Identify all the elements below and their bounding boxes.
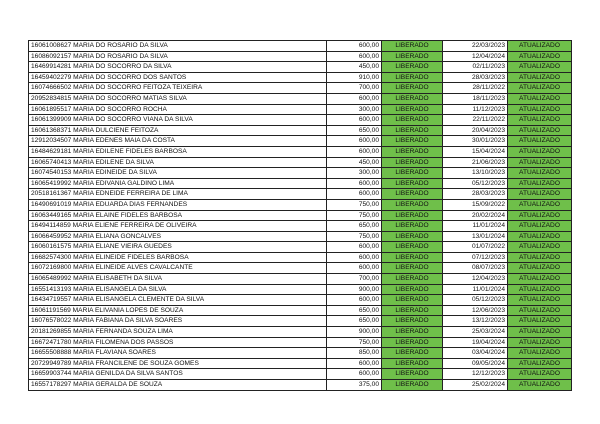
name-cell: 16061191569 MARIA ELIVANIA LOPES DE SOUZA xyxy=(29,305,327,316)
date-cell: 18/11/2023 xyxy=(443,93,508,104)
date-cell: 30/01/2023 xyxy=(443,136,508,147)
value-cell: 750,00 xyxy=(327,231,382,242)
status-cell: LIBERADO xyxy=(382,115,443,126)
value-cell: 600,00 xyxy=(327,358,382,369)
name-cell: 16490691019 MARIA EDUARDA DIAS FERNANDES xyxy=(29,199,327,210)
value-cell: 750,00 xyxy=(327,337,382,348)
table-row xyxy=(29,210,572,221)
status-cell: LIBERADO xyxy=(382,221,443,232)
status-cell: LIBERADO xyxy=(382,199,443,210)
table-row xyxy=(29,337,572,348)
date-cell: 19/04/2024 xyxy=(443,337,508,348)
date-cell: 05/12/2023 xyxy=(443,295,508,306)
status-cell: LIBERADO xyxy=(382,316,443,327)
table-row xyxy=(29,221,572,232)
update-cell: ATUALIZADO xyxy=(508,348,572,359)
update-cell: ATUALIZADO xyxy=(508,146,572,157)
table-row xyxy=(29,252,572,263)
table-row xyxy=(29,136,572,147)
update-cell: ATUALIZADO xyxy=(508,178,572,189)
table-row xyxy=(29,199,572,210)
date-cell: 08/07/2023 xyxy=(443,263,508,274)
value-cell: 375,00 xyxy=(327,380,382,391)
date-cell: 09/05/2024 xyxy=(443,358,508,369)
date-cell: 20/02/2024 xyxy=(443,210,508,221)
name-cell: 16074666502 MARIA DO SOCORRO FEITOZA TEIXEIRA xyxy=(29,83,327,94)
value-cell: 600,00 xyxy=(327,93,382,104)
value-cell: 600,00 xyxy=(327,136,382,147)
date-cell: 07/12/2023 xyxy=(443,252,508,263)
name-cell: 16469914281 MARIA DO SOCORRO DA SILVA xyxy=(29,62,327,73)
value-cell: 600,00 xyxy=(327,41,382,52)
value-cell: 650,00 xyxy=(327,305,382,316)
update-cell: ATUALIZADO xyxy=(508,157,572,168)
records-table xyxy=(28,40,572,391)
table-row xyxy=(29,72,572,83)
table-row xyxy=(29,274,572,285)
status-cell: LIBERADO xyxy=(382,369,443,380)
update-cell: ATUALIZADO xyxy=(508,358,572,369)
date-cell: 11/01/2024 xyxy=(443,221,508,232)
name-cell: 16061399909 MARIA DO SOCORRO VIANA DA SILVA xyxy=(29,115,327,126)
value-cell: 600,00 xyxy=(327,115,382,126)
table-row xyxy=(29,348,572,359)
name-cell: 16682574300 MARIA ELINEIDE FIDELES BARBOSA xyxy=(29,252,327,263)
status-cell: LIBERADO xyxy=(382,231,443,242)
status-cell: LIBERADO xyxy=(382,72,443,83)
table-row xyxy=(29,125,572,136)
update-cell: ATUALIZADO xyxy=(508,199,572,210)
update-cell: ATUALIZADO xyxy=(508,115,572,126)
status-cell: LIBERADO xyxy=(382,83,443,94)
value-cell: 600,00 xyxy=(327,369,382,380)
value-cell: 600,00 xyxy=(327,51,382,62)
update-cell: ATUALIZADO xyxy=(508,242,572,253)
name-cell: 16551413193 MARIA ELISANGELA DA SILVA xyxy=(29,284,327,295)
name-cell: 16484629181 MARIA EDILENE FIDELES BARBOSA xyxy=(29,146,327,157)
update-cell: ATUALIZADO xyxy=(508,93,572,104)
update-cell: ATUALIZADO xyxy=(508,305,572,316)
value-cell: 650,00 xyxy=(327,316,382,327)
value-cell: 850,00 xyxy=(327,348,382,359)
update-cell: ATUALIZADO xyxy=(508,125,572,136)
update-cell: ATUALIZADO xyxy=(508,252,572,263)
status-cell: LIBERADO xyxy=(382,62,443,73)
name-cell: 16459402279 MARIA DO SOCORRO DOS SANTOS xyxy=(29,72,327,83)
date-cell: 28/03/2023 xyxy=(443,72,508,83)
status-cell: LIBERADO xyxy=(382,252,443,263)
update-cell: ATUALIZADO xyxy=(508,327,572,338)
date-cell: 22/03/2023 xyxy=(443,41,508,52)
date-cell: 03/04/2024 xyxy=(443,348,508,359)
name-cell: 20181269855 MARIA FERNANDA SOUZA LIMA xyxy=(29,327,327,338)
name-cell: 16065419992 MARIA EDIVANIA GALDINO LIMA xyxy=(29,178,327,189)
value-cell: 600,00 xyxy=(327,146,382,157)
status-cell: LIBERADO xyxy=(382,41,443,52)
date-cell: 13/10/2023 xyxy=(443,168,508,179)
update-cell: ATUALIZADO xyxy=(508,231,572,242)
status-cell: LIBERADO xyxy=(382,358,443,369)
status-cell: LIBERADO xyxy=(382,380,443,391)
name-cell: 16557178297 MARIA GERALDA DE SOUZA xyxy=(29,380,327,391)
date-cell: 13/01/2024 xyxy=(443,231,508,242)
name-cell: 16066459952 MARIA ELIANA GONCALVES xyxy=(29,231,327,242)
name-cell: 16061008627 MARIA DO ROSARIO DA SILVA xyxy=(29,41,327,52)
table-row xyxy=(29,93,572,104)
table-row xyxy=(29,178,572,189)
table-row xyxy=(29,295,572,306)
date-cell: 15/04/2024 xyxy=(443,146,508,157)
update-cell: ATUALIZADO xyxy=(508,263,572,274)
update-cell: ATUALIZADO xyxy=(508,136,572,147)
value-cell: 900,00 xyxy=(327,284,382,295)
date-cell: 21/06/2023 xyxy=(443,157,508,168)
value-cell: 450,00 xyxy=(327,62,382,73)
value-cell: 600,00 xyxy=(327,189,382,200)
name-cell: 16061368371 MARIA DULCIENE FEITOZA xyxy=(29,125,327,136)
status-cell: LIBERADO xyxy=(382,274,443,285)
table-row xyxy=(29,369,572,380)
update-cell: ATUALIZADO xyxy=(508,274,572,285)
update-cell: ATUALIZADO xyxy=(508,316,572,327)
status-cell: LIBERADO xyxy=(382,51,443,62)
value-cell: 650,00 xyxy=(327,221,382,232)
status-cell: LIBERADO xyxy=(382,295,443,306)
status-cell: LIBERADO xyxy=(382,242,443,253)
value-cell: 600,00 xyxy=(327,252,382,263)
update-cell: ATUALIZADO xyxy=(508,51,572,62)
name-cell: 16060161575 MARIA ELIANE VIEIRA GUEDES xyxy=(29,242,327,253)
update-cell: ATUALIZADO xyxy=(508,284,572,295)
name-cell: 16065740413 MARIA EDILENE DA SILVA xyxy=(29,157,327,168)
date-cell: 05/12/2023 xyxy=(443,178,508,189)
table-row xyxy=(29,231,572,242)
name-cell: 16063449165 MARIA ELAINE FIDELES BARBOSA xyxy=(29,210,327,221)
name-cell: 16659903744 MARIA GENILDA DA SILVA SANTOS xyxy=(29,369,327,380)
name-cell: 16672471780 MARIA FILOMENA DOS PASSOS xyxy=(29,337,327,348)
table-row xyxy=(29,189,572,200)
date-cell: 12/04/2023 xyxy=(443,274,508,285)
table-row xyxy=(29,284,572,295)
value-cell: 450,00 xyxy=(327,157,382,168)
table-row xyxy=(29,263,572,274)
name-cell: 20952834815 MARIA DO SOCORRO MATIAS SILVA xyxy=(29,93,327,104)
value-cell: 650,00 xyxy=(327,125,382,136)
status-cell: LIBERADO xyxy=(382,210,443,221)
status-cell: LIBERADO xyxy=(382,146,443,157)
name-cell: 20518161367 MARIA EDNEIDE FERREIRA DE LIMA xyxy=(29,189,327,200)
date-cell: 12/12/2023 xyxy=(443,369,508,380)
date-cell: 25/03/2024 xyxy=(443,327,508,338)
table-row xyxy=(29,62,572,73)
update-cell: ATUALIZADO xyxy=(508,380,572,391)
status-cell: LIBERADO xyxy=(382,157,443,168)
date-cell: 02/11/2023 xyxy=(443,62,508,73)
table-row xyxy=(29,41,572,52)
name-cell: 16074540153 MARIA EDINEIDE DA SILVA xyxy=(29,168,327,179)
table-row xyxy=(29,51,572,62)
update-cell: ATUALIZADO xyxy=(508,41,572,52)
table-row xyxy=(29,316,572,327)
status-cell: LIBERADO xyxy=(382,305,443,316)
table-row xyxy=(29,157,572,168)
status-cell: LIBERADO xyxy=(382,104,443,115)
value-cell: 600,00 xyxy=(327,263,382,274)
value-cell: 750,00 xyxy=(327,199,382,210)
name-cell: 16065489992 MARIA ELISABETH DA SILVA xyxy=(29,274,327,285)
value-cell: 910,00 xyxy=(327,72,382,83)
update-cell: ATUALIZADO xyxy=(508,62,572,73)
name-cell: 20729949789 MARIA FRANCILENE DE SOUZA GOMES xyxy=(29,358,327,369)
table-row xyxy=(29,358,572,369)
update-cell: ATUALIZADO xyxy=(508,72,572,83)
table-row xyxy=(29,242,572,253)
table-row xyxy=(29,104,572,115)
name-cell: 16655508888 MARIA FLAVIANA SOARES xyxy=(29,348,327,359)
date-cell: 28/11/2022 xyxy=(443,83,508,94)
status-cell: LIBERADO xyxy=(382,125,443,136)
date-cell: 28/03/2023 xyxy=(443,189,508,200)
table-row xyxy=(29,146,572,157)
table-row xyxy=(29,380,572,391)
date-cell: 01/07/2022 xyxy=(443,242,508,253)
date-cell: 12/06/2023 xyxy=(443,305,508,316)
status-cell: LIBERADO xyxy=(382,178,443,189)
update-cell: ATUALIZADO xyxy=(508,369,572,380)
name-cell: 16494114859 MARIA ELIENE FERREIRA DE OLIVEIRA xyxy=(29,221,327,232)
date-cell: 25/02/2024 xyxy=(443,380,508,391)
date-cell: 11/12/2023 xyxy=(443,104,508,115)
date-cell: 22/11/2022 xyxy=(443,115,508,126)
value-cell: 750,00 xyxy=(327,210,382,221)
table-row xyxy=(29,168,572,179)
records-table-body xyxy=(29,41,572,391)
update-cell: ATUALIZADO xyxy=(508,104,572,115)
value-cell: 700,00 xyxy=(327,83,382,94)
table-row xyxy=(29,83,572,94)
date-cell: 11/01/2024 xyxy=(443,284,508,295)
value-cell: 700,00 xyxy=(327,274,382,285)
update-cell: ATUALIZADO xyxy=(508,295,572,306)
date-cell: 12/04/2024 xyxy=(443,51,508,62)
status-cell: LIBERADO xyxy=(382,136,443,147)
status-cell: LIBERADO xyxy=(382,93,443,104)
value-cell: 900,00 xyxy=(327,327,382,338)
value-cell: 600,00 xyxy=(327,178,382,189)
status-cell: LIBERADO xyxy=(382,168,443,179)
update-cell: ATUALIZADO xyxy=(508,83,572,94)
update-cell: ATUALIZADO xyxy=(508,168,572,179)
status-cell: LIBERADO xyxy=(382,327,443,338)
status-cell: LIBERADO xyxy=(382,189,443,200)
update-cell: ATUALIZADO xyxy=(508,337,572,348)
date-cell: 13/12/2023 xyxy=(443,316,508,327)
name-cell: 16434719557 MARIA ELISANGELA CLEMENTE DA SILVA xyxy=(29,295,327,306)
value-cell: 300,00 xyxy=(327,168,382,179)
update-cell: ATUALIZADO xyxy=(508,210,572,221)
status-cell: LIBERADO xyxy=(382,348,443,359)
name-cell: 16072169800 MARIA ELINEIDE ALVES CAVALCANTE xyxy=(29,263,327,274)
table-row xyxy=(29,305,572,316)
name-cell: 16076578022 MARIA FABIANA DA SILVA SOARES xyxy=(29,316,327,327)
table-row xyxy=(29,327,572,338)
update-cell: ATUALIZADO xyxy=(508,189,572,200)
name-cell: 16061895517 MARIA DO SOCORRO ROCHA xyxy=(29,104,327,115)
name-cell: 12912034507 MARIA EDENES MAIA DA COSTA xyxy=(29,136,327,147)
value-cell: 600,00 xyxy=(327,242,382,253)
value-cell: 300,00 xyxy=(327,104,382,115)
date-cell: 15/09/2022 xyxy=(443,199,508,210)
table-row xyxy=(29,115,572,126)
update-cell: ATUALIZADO xyxy=(508,221,572,232)
name-cell: 16086092157 MARIA DO ROSARIO DA SILVA xyxy=(29,51,327,62)
status-cell: LIBERADO xyxy=(382,263,443,274)
status-cell: LIBERADO xyxy=(382,284,443,295)
status-cell: LIBERADO xyxy=(382,337,443,348)
date-cell: 20/04/2023 xyxy=(443,125,508,136)
value-cell: 600,00 xyxy=(327,295,382,306)
